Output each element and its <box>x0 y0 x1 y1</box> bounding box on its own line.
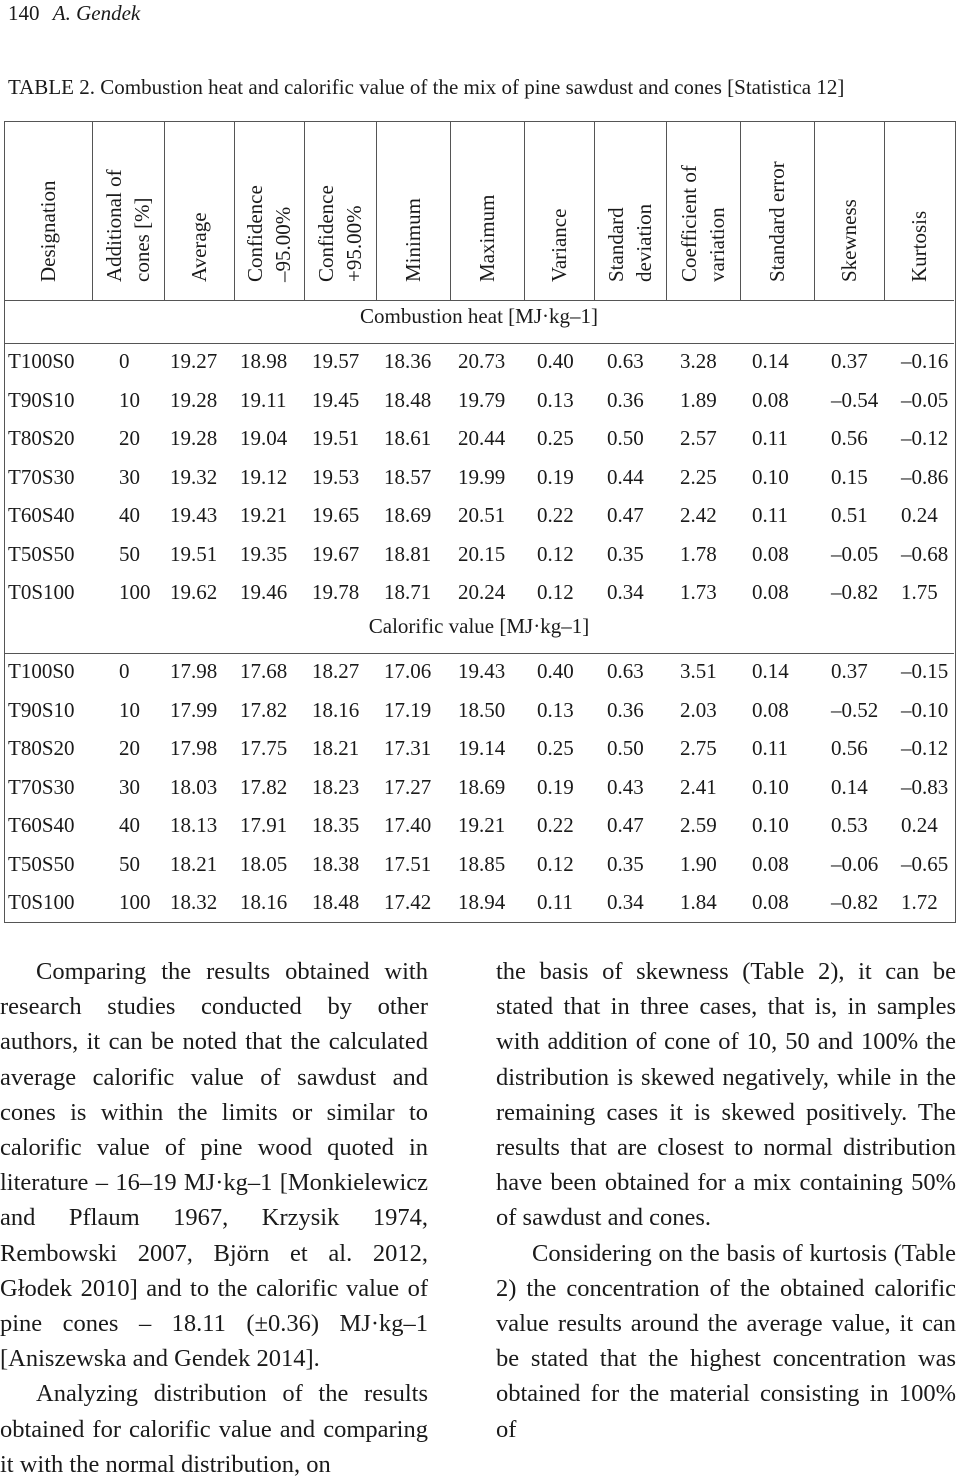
table-cell: 0.34 <box>607 890 644 914</box>
table-cell: 19.43 <box>458 659 506 683</box>
table-row <box>4 812 954 850</box>
table-cell: 18.32 <box>170 890 218 914</box>
table-cell: 40 <box>119 503 140 527</box>
column-header-label: Maximum <box>475 194 499 282</box>
table-cell: 0.12 <box>537 580 574 604</box>
table-row <box>4 735 954 773</box>
column-header-std-err <box>740 121 814 300</box>
table-cell: 30 <box>119 464 140 489</box>
table-cell: 0.63 <box>607 349 644 373</box>
table-row <box>4 502 954 540</box>
designation-cell: T80S20 <box>8 426 75 450</box>
table-cell: 1.89 <box>680 387 717 412</box>
table-cell: 0.34 <box>607 580 644 604</box>
table-cell: 0 <box>119 659 130 683</box>
table-cell: 0.11 <box>752 426 788 450</box>
table-cell: 0.47 <box>607 503 644 527</box>
table-cell: 0.08 <box>752 890 789 914</box>
table-cell: 18.16 <box>312 697 360 722</box>
table-cell: 20.51 <box>458 503 506 527</box>
designation-cell: T70S30 <box>8 464 75 489</box>
table-cell: 17.40 <box>384 813 432 837</box>
column-header-conf-minus <box>234 121 304 300</box>
table-cell: 0.08 <box>752 387 789 412</box>
table-cell: 1.72 <box>901 890 938 914</box>
designation-cell: T90S10 <box>8 697 75 722</box>
table-cell: 1.90 <box>680 851 717 876</box>
table-cell: 0.19 <box>537 774 574 799</box>
table-cell: 0.10 <box>752 774 789 799</box>
body-paragraph: the basis of skewness (Table 2), it can be stated that in three cases, that is, in samples with addition of cone of 10, 50 and 100% the distribution is skewed negatively, while in the remaining cases it is skewed positively. The results that are closest to normal distribution have been obtained for a mix containing 50% of sawdust and cones. <box>496 958 956 1232</box>
table-cell: 0 <box>119 349 130 373</box>
table-cell: 19.27 <box>170 349 218 373</box>
table-cell: 19.46 <box>240 580 288 604</box>
table-cell: 100 <box>119 580 151 604</box>
table-cell: 3.51 <box>680 659 717 683</box>
designation-cell: T100S0 <box>8 349 75 373</box>
column-header-label: +95.00% <box>342 205 366 282</box>
column-header-label: Coefficient of <box>677 165 701 282</box>
table-cell: 2.25 <box>680 464 717 489</box>
table-cell: 2.42 <box>680 503 717 527</box>
table-cell: 0.08 <box>752 541 789 566</box>
table-cell: 0.37 <box>831 659 868 683</box>
table-cell: 19.21 <box>458 813 506 837</box>
column-header-conf-plus <box>304 121 376 300</box>
table-cell: 18.61 <box>384 426 432 450</box>
table-cell: –0.82 <box>831 580 879 604</box>
designation-cell: T0S100 <box>8 580 75 604</box>
statistics-table <box>4 121 956 923</box>
table-cell: 20 <box>119 736 140 760</box>
table-cell: 18.69 <box>384 503 432 527</box>
table-cell: 0.50 <box>607 736 644 760</box>
column-header-coef-var <box>666 121 740 300</box>
table-cell: 17.68 <box>240 659 288 683</box>
designation-cell: T100S0 <box>8 659 75 683</box>
table-cell: 18.21 <box>170 851 218 876</box>
table-cell: 0.22 <box>537 813 574 837</box>
table-cell: –0.82 <box>831 890 879 914</box>
table-cell: –0.68 <box>901 541 949 566</box>
column-header-label: Average <box>187 212 211 282</box>
body-paragraph: Considering on the basis of kurtosis (Table 2) the concentration of the obtained calorific value results around the average value, it can be stated that the highest concentration was obtained for the material consisting in 100% of <box>496 1239 956 1443</box>
table-cell: –0.10 <box>901 697 949 722</box>
table-cell: 19.28 <box>170 426 218 450</box>
table-cell: 0.36 <box>607 697 644 722</box>
table-cell: 17.51 <box>384 851 432 876</box>
table-cell: –0.12 <box>901 426 949 450</box>
table-cell: 30 <box>119 774 140 799</box>
table-cell: 0.13 <box>537 387 574 412</box>
body-paragraph: Analyzing distribution of the results obtained for calorific value and comparing it with the normal distribution, on <box>0 1380 428 1478</box>
table-cell: 0.12 <box>537 541 574 566</box>
column-header-std-dev <box>594 121 666 300</box>
table-cell: 18.81 <box>384 541 432 566</box>
table-cell: 17.98 <box>170 736 218 760</box>
header-rule <box>4 300 954 301</box>
table-cell: 0.44 <box>607 464 644 489</box>
table-cell: 18.21 <box>312 736 360 760</box>
table-cell: 18.13 <box>170 813 218 837</box>
table-cell: 1.73 <box>680 580 717 604</box>
table-cell: –0.12 <box>901 736 949 760</box>
designation-cell: T50S50 <box>8 851 75 876</box>
table-row <box>4 774 954 812</box>
table-cell: 19.28 <box>170 387 218 412</box>
table-cell: 19.45 <box>312 387 360 412</box>
table-cell: 17.98 <box>170 659 218 683</box>
section-rule <box>4 653 954 654</box>
body-text-left-column <box>0 954 428 1482</box>
table-cell: 17.91 <box>240 813 288 837</box>
table-cell: 18.38 <box>312 851 360 876</box>
table-cell: 20 <box>119 426 140 450</box>
designation-cell: T0S100 <box>8 890 75 914</box>
table-cell: 0.14 <box>831 774 868 799</box>
table-cell: 0.22 <box>537 503 574 527</box>
table-cell: 19.99 <box>458 464 506 489</box>
designation-cell: T90S10 <box>8 387 75 412</box>
table-row <box>4 579 954 617</box>
running-head-author: A. Gendek <box>52 1 141 25</box>
table-cell: 18.16 <box>240 890 288 914</box>
body-text-right-column <box>496 954 956 1447</box>
table-cell: 0.40 <box>537 349 574 373</box>
table-cell: 0.47 <box>607 813 644 837</box>
column-header-label: Additional of <box>102 169 126 282</box>
table-cell: 20.24 <box>458 580 506 604</box>
table-cell: 18.85 <box>458 851 506 876</box>
table-cell: 19.57 <box>312 349 360 373</box>
table-cell: 1.84 <box>680 890 717 914</box>
section-rule <box>4 343 954 344</box>
designation-cell: T70S30 <box>8 774 75 799</box>
column-header-label: Confidence <box>314 185 338 282</box>
table-cell: 0.08 <box>752 851 789 876</box>
column-header-label: Skewness <box>837 199 861 282</box>
table-cell: –0.15 <box>901 659 949 683</box>
table-cell: 1.75 <box>901 580 938 604</box>
table-cell: 17.82 <box>240 697 288 722</box>
table-cell: 17.82 <box>240 774 288 799</box>
table-cell: 0.25 <box>537 736 574 760</box>
table-cell: 1.78 <box>680 541 717 566</box>
column-header-label: Standard error <box>765 161 789 282</box>
table-cell: 20.15 <box>458 541 506 566</box>
table-cell: –0.52 <box>831 697 879 722</box>
table-cell: 2.57 <box>680 426 717 450</box>
table-cell: 40 <box>119 813 140 837</box>
table-cell: 17.19 <box>384 697 432 722</box>
table-row <box>4 889 954 927</box>
table-cell: 0.56 <box>831 426 868 450</box>
table-cell: 0.25 <box>537 426 574 450</box>
table-cell: 19.62 <box>170 580 218 604</box>
table-cell: 17.42 <box>384 890 432 914</box>
designation-cell: T50S50 <box>8 541 75 566</box>
table-cell: 18.48 <box>312 890 360 914</box>
designation-cell: T60S40 <box>8 813 75 837</box>
table-row <box>4 697 954 735</box>
column-header-label: Designation <box>36 180 60 282</box>
table-cell: 0.13 <box>537 697 574 722</box>
table-cell: 0.14 <box>752 659 789 683</box>
table-cell: 19.79 <box>458 387 506 412</box>
table-cell: 3.28 <box>680 349 717 373</box>
table-cell: 17.75 <box>240 736 288 760</box>
table-cell: –0.83 <box>901 774 949 799</box>
table-row <box>4 387 954 425</box>
table-cell: 0.53 <box>831 813 868 837</box>
column-header-label: Minimum <box>401 197 425 282</box>
table-cell: 17.06 <box>384 659 432 683</box>
table-cell: 100 <box>119 890 151 914</box>
column-header-minimum <box>376 121 450 300</box>
table-cell: 20.73 <box>458 349 506 373</box>
table-cell: 0.11 <box>752 503 788 527</box>
table-cell: 18.27 <box>312 659 360 683</box>
table-cell: 0.10 <box>752 813 789 837</box>
table-cell: –0.16 <box>901 349 949 373</box>
table-cell: 19.11 <box>240 387 287 412</box>
table-cell: 10 <box>119 387 140 412</box>
table-cell: 19.14 <box>458 736 506 760</box>
table-cell: 0.35 <box>607 851 644 876</box>
table-cell: 19.04 <box>240 426 288 450</box>
table-cell: 2.75 <box>680 736 717 760</box>
table-cell: 0.24 <box>901 813 938 837</box>
column-header-label: deviation <box>632 203 656 282</box>
table-cell: 18.94 <box>458 890 506 914</box>
table-cell: 2.59 <box>680 813 717 837</box>
column-header-label: –95.00% <box>271 206 295 282</box>
table-cell: 10 <box>119 697 140 722</box>
table-cell: 0.08 <box>752 580 789 604</box>
table-cell: 18.05 <box>240 851 288 876</box>
table-cell: 19.21 <box>240 503 288 527</box>
table-cell: –0.54 <box>831 387 879 412</box>
table-cell: 0.50 <box>607 426 644 450</box>
table-cell: 19.65 <box>312 503 360 527</box>
table-cell: 0.35 <box>607 541 644 566</box>
table-cell: 50 <box>119 541 140 566</box>
column-header-designation <box>4 121 92 300</box>
table-cell: 19.35 <box>240 541 288 566</box>
table-cell: 19.78 <box>312 580 360 604</box>
column-header-skewness <box>814 121 884 300</box>
table-cell: 0.11 <box>537 890 573 914</box>
column-header-label: Variance <box>547 208 571 282</box>
table-row <box>4 464 954 502</box>
table-cell: 2.03 <box>680 697 717 722</box>
table-cell: 18.35 <box>312 813 360 837</box>
designation-cell: T60S40 <box>8 503 75 527</box>
table-cell: 19.32 <box>170 464 218 489</box>
table-cell: 0.36 <box>607 387 644 412</box>
table-cell: 18.98 <box>240 349 288 373</box>
table-row <box>4 425 954 463</box>
designation-cell: T80S20 <box>8 736 75 760</box>
table-cell: 0.14 <box>752 349 789 373</box>
column-header-label: Kurtosis <box>907 210 931 282</box>
table-cell: 0.24 <box>901 503 938 527</box>
table-cell: 0.19 <box>537 464 574 489</box>
table-cell: 19.51 <box>312 426 360 450</box>
column-header-variance <box>524 121 594 300</box>
column-header-label: Confidence <box>243 185 267 282</box>
table-cell: –0.05 <box>901 387 949 412</box>
table-cell: 17.27 <box>384 774 432 799</box>
table-cell: 2.41 <box>680 774 717 799</box>
column-header-average <box>164 121 234 300</box>
table-cell: –0.65 <box>901 851 949 876</box>
table-cell: 0.37 <box>831 349 868 373</box>
column-header-kurtosis <box>884 121 954 300</box>
table-cell: 19.53 <box>312 464 360 489</box>
table-cell: 0.11 <box>752 736 788 760</box>
table-cell: 18.69 <box>458 774 506 799</box>
table-cell: 0.10 <box>752 464 789 489</box>
table-cell: 18.57 <box>384 464 432 489</box>
table-cell: 17.99 <box>170 697 218 722</box>
table-cell: 18.71 <box>384 580 432 604</box>
column-header-label: variation <box>705 207 729 282</box>
column-header-label: cones [%] <box>130 197 154 282</box>
table-cell: 18.36 <box>384 349 432 373</box>
table-cell: 0.43 <box>607 774 644 799</box>
table-row <box>4 658 954 696</box>
table-cell: 18.23 <box>312 774 360 799</box>
table-cell: 0.40 <box>537 659 574 683</box>
table-cell: 50 <box>119 851 140 876</box>
table-cell: 19.67 <box>312 541 360 566</box>
table-cell: –0.06 <box>831 851 879 876</box>
table-cell: 0.08 <box>752 697 789 722</box>
table-cell: 19.43 <box>170 503 218 527</box>
column-header-maximum <box>450 121 524 300</box>
running-head <box>8 0 140 26</box>
section-label: Combustion heat [MJ·kg–1] <box>360 304 598 328</box>
table-row <box>4 348 954 386</box>
table-cell: 0.15 <box>831 464 868 489</box>
table-cell: 19.12 <box>240 464 288 489</box>
section-label: Calorific value [MJ·kg–1] <box>368 614 590 638</box>
table-cell: 0.56 <box>831 736 868 760</box>
table-cell: 17.31 <box>384 736 432 760</box>
table-cell: 18.03 <box>170 774 218 799</box>
table-cell: 20.44 <box>458 426 506 450</box>
table-cell: 18.50 <box>458 697 506 722</box>
table-cell: 19.51 <box>170 541 218 566</box>
table-cell: 0.51 <box>831 503 868 527</box>
table-cell: 18.48 <box>384 387 432 412</box>
page-number: 140 <box>8 1 40 25</box>
table-row <box>4 851 954 889</box>
table-cell: 0.12 <box>537 851 574 876</box>
table-cell: 0.63 <box>607 659 644 683</box>
table-row <box>4 541 954 579</box>
column-header-label: Standard <box>604 207 628 282</box>
column-header-additional <box>92 121 164 300</box>
table-cell: –0.86 <box>901 464 949 489</box>
body-paragraph: Comparing the results obtained with research studies conducted by other authors, it can be noted that the calculated average calorific value of sawdust and cones is within the limits or similar to calorific value of pine wood quoted in literature – 16–19 MJ·kg–1 [Monkielewicz and Pflaum 1967, Krzysik 1974, Rembowski 2007, Björn et al. 2012, Głodek 2010] and to the calorific value of pine cones – 18.11 (±0.36) MJ·kg–1 [Aniszewska and Gendek 2014]. <box>0 958 428 1373</box>
table-caption: TABLE 2. Combustion heat and calorific value of the mix of pine sawdust and cones [Statistica 12] <box>8 75 845 99</box>
table-cell: –0.05 <box>831 541 879 566</box>
